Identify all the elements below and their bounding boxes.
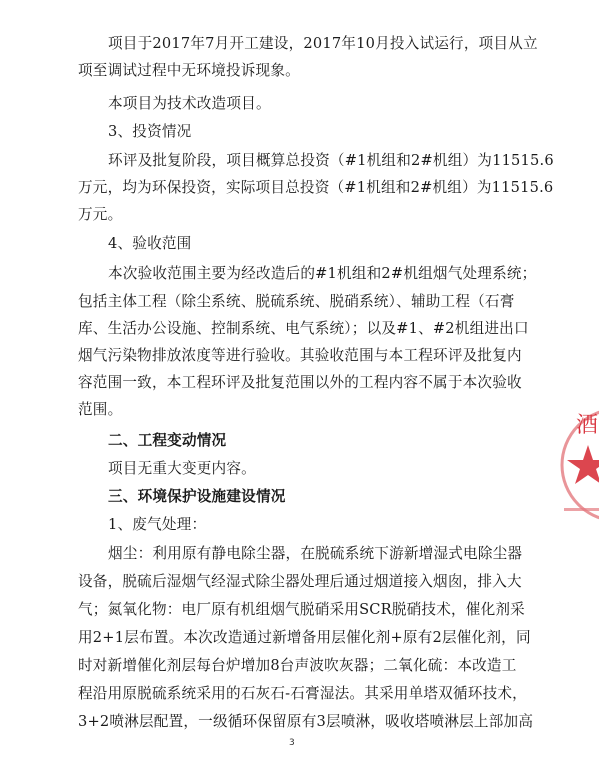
section-heading: 三、环境保护设施建设情况 — [108, 488, 286, 505]
text-line: 气；氮氧化物：电厂原有机组烟气脱硝采用SCR脱硝技术，催化剂采 — [78, 601, 525, 618]
text-line: 用2+1层布置。本次改造通过新增备用层催化剂+原有2层催化剂，同 — [78, 629, 531, 646]
seal-character: 酒 — [576, 413, 599, 438]
text-line: 环评及批复阶段，项目概算总投资（#1机组和2#机组）为11515.6 — [108, 152, 554, 169]
text-line: 烟尘：利用原有静电除尘器，在脱硫系统下游新增湿式电除尘器 — [108, 545, 523, 562]
text-line: 包括主体工程（除尘系统、脱硫系统、脱硝系统）、辅助工程（石膏 — [78, 293, 515, 310]
text-line: 范围。 — [78, 401, 123, 418]
text-line: 3+2喷淋层配置，一级循环保留原有3层喷淋，吸收塔喷淋层上部加高 — [78, 713, 534, 730]
text-line: 库、生活办公设施、控制系统、电气系统）；以及#1、#2机组进出口 — [78, 320, 529, 337]
star-icon — [567, 445, 599, 484]
text-line: 项至调试过程中无环境投诉现象。 — [78, 62, 300, 79]
text-line: 万元。 — [78, 206, 123, 223]
text-line: 项目于2017年7月开工建设，2017年10月投入试运行，项目从立 — [108, 35, 538, 52]
text-line: 设备，脱硫后湿烟气经湿式除尘器处理后通过烟道接入烟囱，排入大 — [78, 573, 522, 590]
red-seal-stamp — [558, 390, 599, 540]
section-heading: 4、验收范围 — [108, 235, 192, 252]
section-heading: 1、废气处理： — [108, 516, 207, 533]
text-line: 项目无重大变更内容。 — [108, 460, 256, 477]
page-number: 3 — [289, 738, 295, 748]
text-line: 本次验收范围主要为经改造后的#1机组和2#机组烟气处理系统； — [108, 265, 537, 282]
text-line: 烟气污染物排放浓度等进行验收。其验收范围与本工程环评及批复内 — [78, 347, 522, 364]
text-line: 万元，均为环保投资，实际项目总投资（#1机组和2#机组）为11515.6 — [78, 179, 554, 196]
section-heading: 二、工程变动情况 — [108, 432, 227, 449]
text-line: 本项目为技术改造项目。 — [108, 95, 271, 112]
section-heading: 3、投资情况 — [108, 123, 192, 140]
text-line: 程沿用原脱硫系统采用的石灰石-石膏湿法。其采用单塔双循环技术， — [78, 685, 527, 702]
text-line: 时对新增催化剂层每台炉增加8台声波吹灰器；二氧化硫：本改造工 — [78, 657, 517, 674]
text-line: 容范围一致，本工程环评及批复范围以外的工程内容不属于本次验收 — [78, 374, 522, 391]
